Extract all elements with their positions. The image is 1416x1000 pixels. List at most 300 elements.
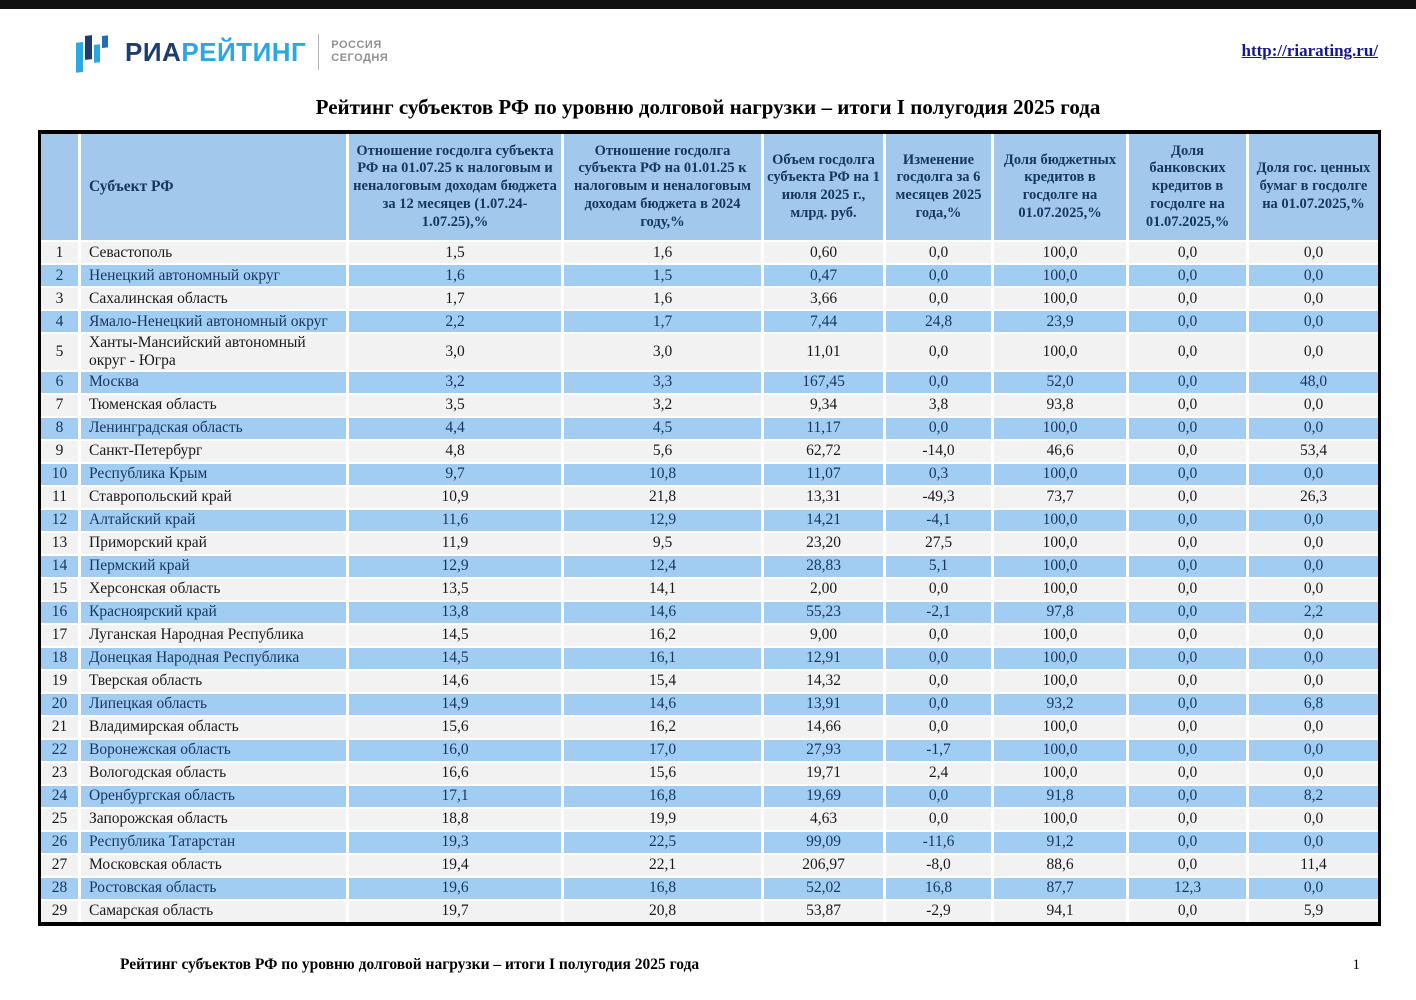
rank-cell: 23 [40, 762, 80, 785]
value-cell: 4,8 [348, 440, 563, 463]
region-cell: Ненецкий автономный округ [80, 264, 348, 287]
value-cell: 16,8 [885, 877, 993, 900]
region-cell: Воронежская область [80, 739, 348, 762]
region-cell: Республика Татарстан [80, 831, 348, 854]
rank-cell: 21 [40, 716, 80, 739]
value-cell: 22,5 [563, 831, 763, 854]
value-cell: 3,8 [885, 394, 993, 417]
rank-cell: 19 [40, 670, 80, 693]
value-cell: 5,9 [1248, 900, 1380, 924]
rank-cell: 10 [40, 463, 80, 486]
logo-rating-text: РЕЙТИНГ [181, 36, 307, 67]
value-cell: 19,3 [348, 831, 563, 854]
value-cell: 94,1 [993, 900, 1128, 924]
value-cell: 0,0 [1128, 371, 1248, 394]
footer-title: Рейтинг субъектов РФ по уровню долговой нагрузки – итоги I полугодия 2025 года [120, 955, 700, 973]
value-cell: 100,0 [993, 624, 1128, 647]
value-cell: 3,5 [348, 394, 563, 417]
rank-cell: 8 [40, 417, 80, 440]
value-cell: 0,0 [885, 693, 993, 716]
value-cell: 27,93 [763, 739, 885, 762]
rank-cell: 26 [40, 831, 80, 854]
value-cell: 12,4 [563, 555, 763, 578]
table-row [40, 808, 1380, 831]
rank-cell: 25 [40, 808, 80, 831]
value-cell: 100,0 [993, 287, 1128, 310]
value-cell: 0,0 [1248, 739, 1380, 762]
value-cell: 16,8 [563, 877, 763, 900]
rank-cell: 3 [40, 287, 80, 310]
value-cell: 1,6 [563, 241, 763, 264]
value-cell: 11,9 [348, 532, 563, 555]
value-cell: 0,0 [1248, 670, 1380, 693]
rank-cell: 17 [40, 624, 80, 647]
value-cell: 53,4 [1248, 440, 1380, 463]
value-cell: 26,3 [1248, 486, 1380, 509]
table-row [40, 854, 1380, 877]
rank-cell: 11 [40, 486, 80, 509]
rank-cell: 4 [40, 310, 80, 333]
value-cell: -8,0 [885, 854, 993, 877]
value-cell: 14,32 [763, 670, 885, 693]
table-row [40, 509, 1380, 532]
value-cell: 4,4 [348, 417, 563, 440]
logo-divider [318, 34, 319, 70]
rank-cell: 22 [40, 739, 80, 762]
value-cell: 46,6 [993, 440, 1128, 463]
value-cell: 100,0 [993, 532, 1128, 555]
value-cell: 100,0 [993, 555, 1128, 578]
region-cell: Вологодская область [80, 762, 348, 785]
value-cell: 16,0 [348, 739, 563, 762]
value-cell: 100,0 [993, 808, 1128, 831]
value-cell: 9,34 [763, 394, 885, 417]
table-row [40, 785, 1380, 808]
value-cell: 16,6 [348, 762, 563, 785]
value-cell: 9,00 [763, 624, 885, 647]
ria-rating-logo [74, 29, 388, 75]
value-cell: 13,5 [348, 578, 563, 601]
value-cell: 12,9 [348, 555, 563, 578]
value-cell: 0,0 [1128, 440, 1248, 463]
value-cell: 23,9 [993, 310, 1128, 333]
value-cell: 0,0 [1248, 647, 1380, 670]
value-cell: 93,2 [993, 693, 1128, 716]
value-cell: 20,8 [563, 900, 763, 924]
value-cell: 1,6 [563, 287, 763, 310]
value-cell: 19,69 [763, 785, 885, 808]
table-row [40, 264, 1380, 287]
value-cell: 15,6 [348, 716, 563, 739]
rank-cell: 29 [40, 900, 80, 924]
value-cell: 1,5 [563, 264, 763, 287]
table-row [40, 693, 1380, 716]
rank-cell: 20 [40, 693, 80, 716]
document-page [0, 9, 1416, 1000]
debt-change-header: Изменение госдолга за 6 месяцев 2025 года,% [885, 132, 993, 241]
region-cell: Донецкая Народная Республика [80, 647, 348, 670]
agency-name [331, 39, 388, 64]
top-strip [0, 0, 1416, 9]
value-cell: 14,5 [348, 624, 563, 647]
value-cell: 0,0 [1128, 739, 1248, 762]
value-cell: 0,3 [885, 463, 993, 486]
table-row [40, 241, 1380, 264]
value-cell: 0,0 [1248, 578, 1380, 601]
value-cell: 0,0 [1128, 394, 1248, 417]
value-cell: 100,0 [993, 333, 1128, 371]
region-cell: Запорожская область [80, 808, 348, 831]
value-cell: 1,7 [563, 310, 763, 333]
value-cell: 1,6 [348, 264, 563, 287]
value-cell: 100,0 [993, 739, 1128, 762]
value-cell: 5,6 [563, 440, 763, 463]
value-cell: 11,01 [763, 333, 885, 371]
value-cell: 6,8 [1248, 693, 1380, 716]
value-cell: 62,72 [763, 440, 885, 463]
table-row [40, 287, 1380, 310]
value-cell: 14,66 [763, 716, 885, 739]
site-url-link[interactable]: http://riarating.ru/ [1241, 41, 1378, 60]
value-cell: 0,0 [885, 264, 993, 287]
document-footer [38, 956, 1378, 974]
value-cell: 0,0 [1248, 287, 1380, 310]
value-cell: 2,2 [348, 310, 563, 333]
value-cell: 0,0 [1128, 900, 1248, 924]
value-cell: 12,3 [1128, 877, 1248, 900]
value-cell: 3,2 [348, 371, 563, 394]
value-cell: 3,0 [348, 333, 563, 371]
value-cell: 0,0 [1128, 785, 1248, 808]
value-cell: 0,0 [1128, 670, 1248, 693]
table-row [40, 578, 1380, 601]
value-cell: 0,0 [885, 785, 993, 808]
value-cell: 100,0 [993, 463, 1128, 486]
debt-ratio-0101-header: Отношение госдолга субъекта РФ на 01.01.25 к налоговым и неналоговым доходам бюджета в 2024 году,% [563, 132, 763, 241]
table-row [40, 739, 1380, 762]
region-cell: Тверская область [80, 670, 348, 693]
region-cell: Приморский край [80, 532, 348, 555]
value-cell: 5,1 [885, 555, 993, 578]
value-cell: 0,0 [1128, 333, 1248, 371]
value-cell: 0,0 [1128, 808, 1248, 831]
value-cell: 0,0 [885, 578, 993, 601]
region-cell: Санкт-Петербург [80, 440, 348, 463]
region-cell: Ханты-Мансийский автономный округ - Югра [80, 333, 348, 371]
value-cell: 0,0 [1128, 486, 1248, 509]
value-cell: 100,0 [993, 264, 1128, 287]
value-cell: 0,0 [1128, 417, 1248, 440]
value-cell: -4,1 [885, 509, 993, 532]
value-cell: 0,0 [1128, 854, 1248, 877]
region-cell: Ленинградская область [80, 417, 348, 440]
region-cell: Тюменская область [80, 394, 348, 417]
value-cell: 14,21 [763, 509, 885, 532]
value-cell: 0,0 [885, 287, 993, 310]
value-cell: 100,0 [993, 241, 1128, 264]
value-cell: 2,4 [885, 762, 993, 785]
value-cell: 3,0 [563, 333, 763, 371]
value-cell: 16,8 [563, 785, 763, 808]
value-cell: 0,60 [763, 241, 885, 264]
value-cell: 27,5 [885, 532, 993, 555]
value-cell: 21,8 [563, 486, 763, 509]
rating-table [38, 130, 1381, 926]
value-cell: 0,47 [763, 264, 885, 287]
value-cell: 0,0 [1248, 555, 1380, 578]
value-cell: 0,0 [1128, 578, 1248, 601]
region-cell: Владимирская область [80, 716, 348, 739]
value-cell: 14,5 [348, 647, 563, 670]
table-row [40, 900, 1380, 924]
table-row [40, 877, 1380, 900]
region-cell: Пермский край [80, 555, 348, 578]
value-cell: 2,2 [1248, 601, 1380, 624]
rank-cell: 14 [40, 555, 80, 578]
table-row [40, 670, 1380, 693]
rank-cell: 5 [40, 333, 80, 371]
value-cell: 0,0 [1248, 716, 1380, 739]
value-cell: 0,0 [1248, 241, 1380, 264]
rank-cell: 24 [40, 785, 80, 808]
value-cell: 0,0 [885, 624, 993, 647]
value-cell: 19,4 [348, 854, 563, 877]
value-cell: 4,63 [763, 808, 885, 831]
value-cell: 0,0 [1128, 509, 1248, 532]
value-cell: 97,8 [993, 601, 1128, 624]
rank-cell: 1 [40, 241, 80, 264]
value-cell: 0,0 [885, 670, 993, 693]
value-cell: 53,87 [763, 900, 885, 924]
value-cell: 100,0 [993, 417, 1128, 440]
agency-line1: РОССИЯ [331, 39, 382, 52]
value-cell: 16,2 [563, 716, 763, 739]
value-cell: 8,2 [1248, 785, 1380, 808]
debt-ratio-0107-header: Отношение госдолга субъекта РФ на 01.07.25 к налоговым и неналоговым доходам бюджета за 12 месяцев (1.07.24-1.07.25),% [348, 132, 563, 241]
value-cell: 0,0 [1128, 647, 1248, 670]
value-cell: 0,0 [1248, 762, 1380, 785]
value-cell: 0,0 [1248, 463, 1380, 486]
value-cell: -11,6 [885, 831, 993, 854]
logo-wordmark [125, 37, 306, 68]
region-cell: Москва [80, 371, 348, 394]
page-title: Рейтинг субъектов РФ по уровню долговой нагрузки – итоги I полугодия 2025 года [315, 95, 1101, 119]
value-cell: 0,0 [1128, 601, 1248, 624]
value-cell: 100,0 [993, 716, 1128, 739]
value-cell: 0,0 [1248, 264, 1380, 287]
table-header-row [40, 132, 1380, 241]
rank-cell: 6 [40, 371, 80, 394]
table-row [40, 440, 1380, 463]
value-cell: -1,7 [885, 739, 993, 762]
table-row [40, 463, 1380, 486]
region-cell: Республика Крым [80, 463, 348, 486]
table-row [40, 486, 1380, 509]
value-cell: 16,1 [563, 647, 763, 670]
value-cell: 0,0 [1248, 831, 1380, 854]
table-row [40, 417, 1380, 440]
value-cell: 0,0 [1128, 716, 1248, 739]
value-cell: 11,17 [763, 417, 885, 440]
value-cell: 0,0 [1128, 555, 1248, 578]
region-cell: Московская область [80, 854, 348, 877]
rank-cell: 9 [40, 440, 80, 463]
value-cell: 0,0 [885, 333, 993, 371]
value-cell: 0,0 [885, 371, 993, 394]
value-cell: 0,0 [1248, 532, 1380, 555]
region-cell: Липецкая область [80, 693, 348, 716]
value-cell: 0,0 [1128, 287, 1248, 310]
securities-header: Доля гос. ценных бумаг в госдолге на 01.07.2025,% [1248, 132, 1380, 241]
rank-cell: 2 [40, 264, 80, 287]
value-cell: 0,0 [1248, 417, 1380, 440]
value-cell: 0,0 [1128, 831, 1248, 854]
value-cell: 19,7 [348, 900, 563, 924]
rank-cell: 15 [40, 578, 80, 601]
value-cell: 23,20 [763, 532, 885, 555]
value-cell: 17,1 [348, 785, 563, 808]
value-cell: -49,3 [885, 486, 993, 509]
value-cell: 0,0 [1248, 310, 1380, 333]
value-cell: 16,2 [563, 624, 763, 647]
bar-chart-logo-icon [74, 29, 116, 75]
value-cell: 0,0 [885, 647, 993, 670]
value-cell: 100,0 [993, 578, 1128, 601]
value-cell: 0,0 [1128, 310, 1248, 333]
table-row [40, 371, 1380, 394]
value-cell: 55,23 [763, 601, 885, 624]
region-cell: Ямало-Ненецкий автономный округ [80, 310, 348, 333]
value-cell: 17,0 [563, 739, 763, 762]
value-cell: 1,7 [348, 287, 563, 310]
rank-cell: 27 [40, 854, 80, 877]
value-cell: 12,91 [763, 647, 885, 670]
value-cell: 87,7 [993, 877, 1128, 900]
agency-line2: СЕГОДНЯ [331, 52, 389, 64]
value-cell: 13,91 [763, 693, 885, 716]
value-cell: 9,7 [348, 463, 563, 486]
region-cell: Оренбургская область [80, 785, 348, 808]
value-cell: 3,3 [563, 371, 763, 394]
value-cell: 0,0 [885, 808, 993, 831]
value-cell: 4,5 [563, 417, 763, 440]
value-cell: 52,0 [993, 371, 1128, 394]
value-cell: 91,8 [993, 785, 1128, 808]
table-row [40, 716, 1380, 739]
page-number: 1 [1352, 956, 1360, 973]
value-cell: 73,7 [993, 486, 1128, 509]
value-cell: 19,6 [348, 877, 563, 900]
value-cell: 3,66 [763, 287, 885, 310]
value-cell: 99,09 [763, 831, 885, 854]
value-cell: 14,6 [563, 693, 763, 716]
value-cell: 13,31 [763, 486, 885, 509]
value-cell: -14,0 [885, 440, 993, 463]
table-row [40, 310, 1380, 333]
table-row [40, 555, 1380, 578]
table-body [40, 241, 1380, 924]
value-cell: 18,8 [348, 808, 563, 831]
value-cell: 91,2 [993, 831, 1128, 854]
value-cell: 0,0 [1248, 877, 1380, 900]
region-cell: Самарская область [80, 900, 348, 924]
region-cell: Красноярский край [80, 601, 348, 624]
table-row [40, 831, 1380, 854]
value-cell: 0,0 [1128, 693, 1248, 716]
value-cell: 22,1 [563, 854, 763, 877]
table-row [40, 601, 1380, 624]
debt-volume-header: Объем госдолга субъекта РФ на 1 июля 2025 г., млрд. руб. [763, 132, 885, 241]
value-cell: -2,9 [885, 900, 993, 924]
value-cell: 15,6 [563, 762, 763, 785]
value-cell: 9,5 [563, 532, 763, 555]
table-row [40, 647, 1380, 670]
value-cell: 19,71 [763, 762, 885, 785]
region-cell: Херсонская область [80, 578, 348, 601]
table-row [40, 762, 1380, 785]
value-cell: 93,8 [993, 394, 1128, 417]
region-cell: Луганская Народная Республика [80, 624, 348, 647]
value-cell: 48,0 [1248, 371, 1380, 394]
value-cell: 19,9 [563, 808, 763, 831]
value-cell: 12,9 [563, 509, 763, 532]
value-cell: 206,97 [763, 854, 885, 877]
value-cell: 24,8 [885, 310, 993, 333]
value-cell: 0,0 [1128, 241, 1248, 264]
rank-cell: 13 [40, 532, 80, 555]
value-cell: 1,5 [348, 241, 563, 264]
value-cell: 0,0 [1128, 624, 1248, 647]
value-cell: 11,07 [763, 463, 885, 486]
bank-credits-header: Доля банковских кредитов в госдолге на 01.07.2025,% [1128, 132, 1248, 241]
value-cell: 11,4 [1248, 854, 1380, 877]
region-cell: Севастополь [80, 241, 348, 264]
value-cell: 10,9 [348, 486, 563, 509]
rank-cell: 16 [40, 601, 80, 624]
value-cell: 88,6 [993, 854, 1128, 877]
value-cell: 0,0 [1128, 762, 1248, 785]
document-header [38, 9, 1378, 91]
table-row [40, 394, 1380, 417]
value-cell: 28,83 [763, 555, 885, 578]
value-cell: 13,8 [348, 601, 563, 624]
table-row [40, 333, 1380, 371]
value-cell: 0,0 [1128, 463, 1248, 486]
value-cell: -2,1 [885, 601, 993, 624]
value-cell: 7,44 [763, 310, 885, 333]
value-cell: 100,0 [993, 509, 1128, 532]
value-cell: 0,0 [1248, 509, 1380, 532]
value-cell: 11,6 [348, 509, 563, 532]
value-cell: 3,2 [563, 394, 763, 417]
value-cell: 52,02 [763, 877, 885, 900]
rank-cell: 12 [40, 509, 80, 532]
value-cell: 0,0 [1248, 394, 1380, 417]
rank-cell: 28 [40, 877, 80, 900]
region-cell: Ростовская область [80, 877, 348, 900]
rank-column-header [40, 132, 80, 241]
value-cell: 100,0 [993, 670, 1128, 693]
budget-credits-header: Доля бюджетных кредитов в госдолге на 01.07.2025,% [993, 132, 1128, 241]
value-cell: 0,0 [885, 417, 993, 440]
value-cell: 14,6 [563, 601, 763, 624]
value-cell: 0,0 [885, 241, 993, 264]
value-cell: 0,0 [1128, 532, 1248, 555]
value-cell: 14,6 [348, 670, 563, 693]
value-cell: 0,0 [885, 716, 993, 739]
region-cell: Сахалинская область [80, 287, 348, 310]
region-cell: Ставропольский край [80, 486, 348, 509]
